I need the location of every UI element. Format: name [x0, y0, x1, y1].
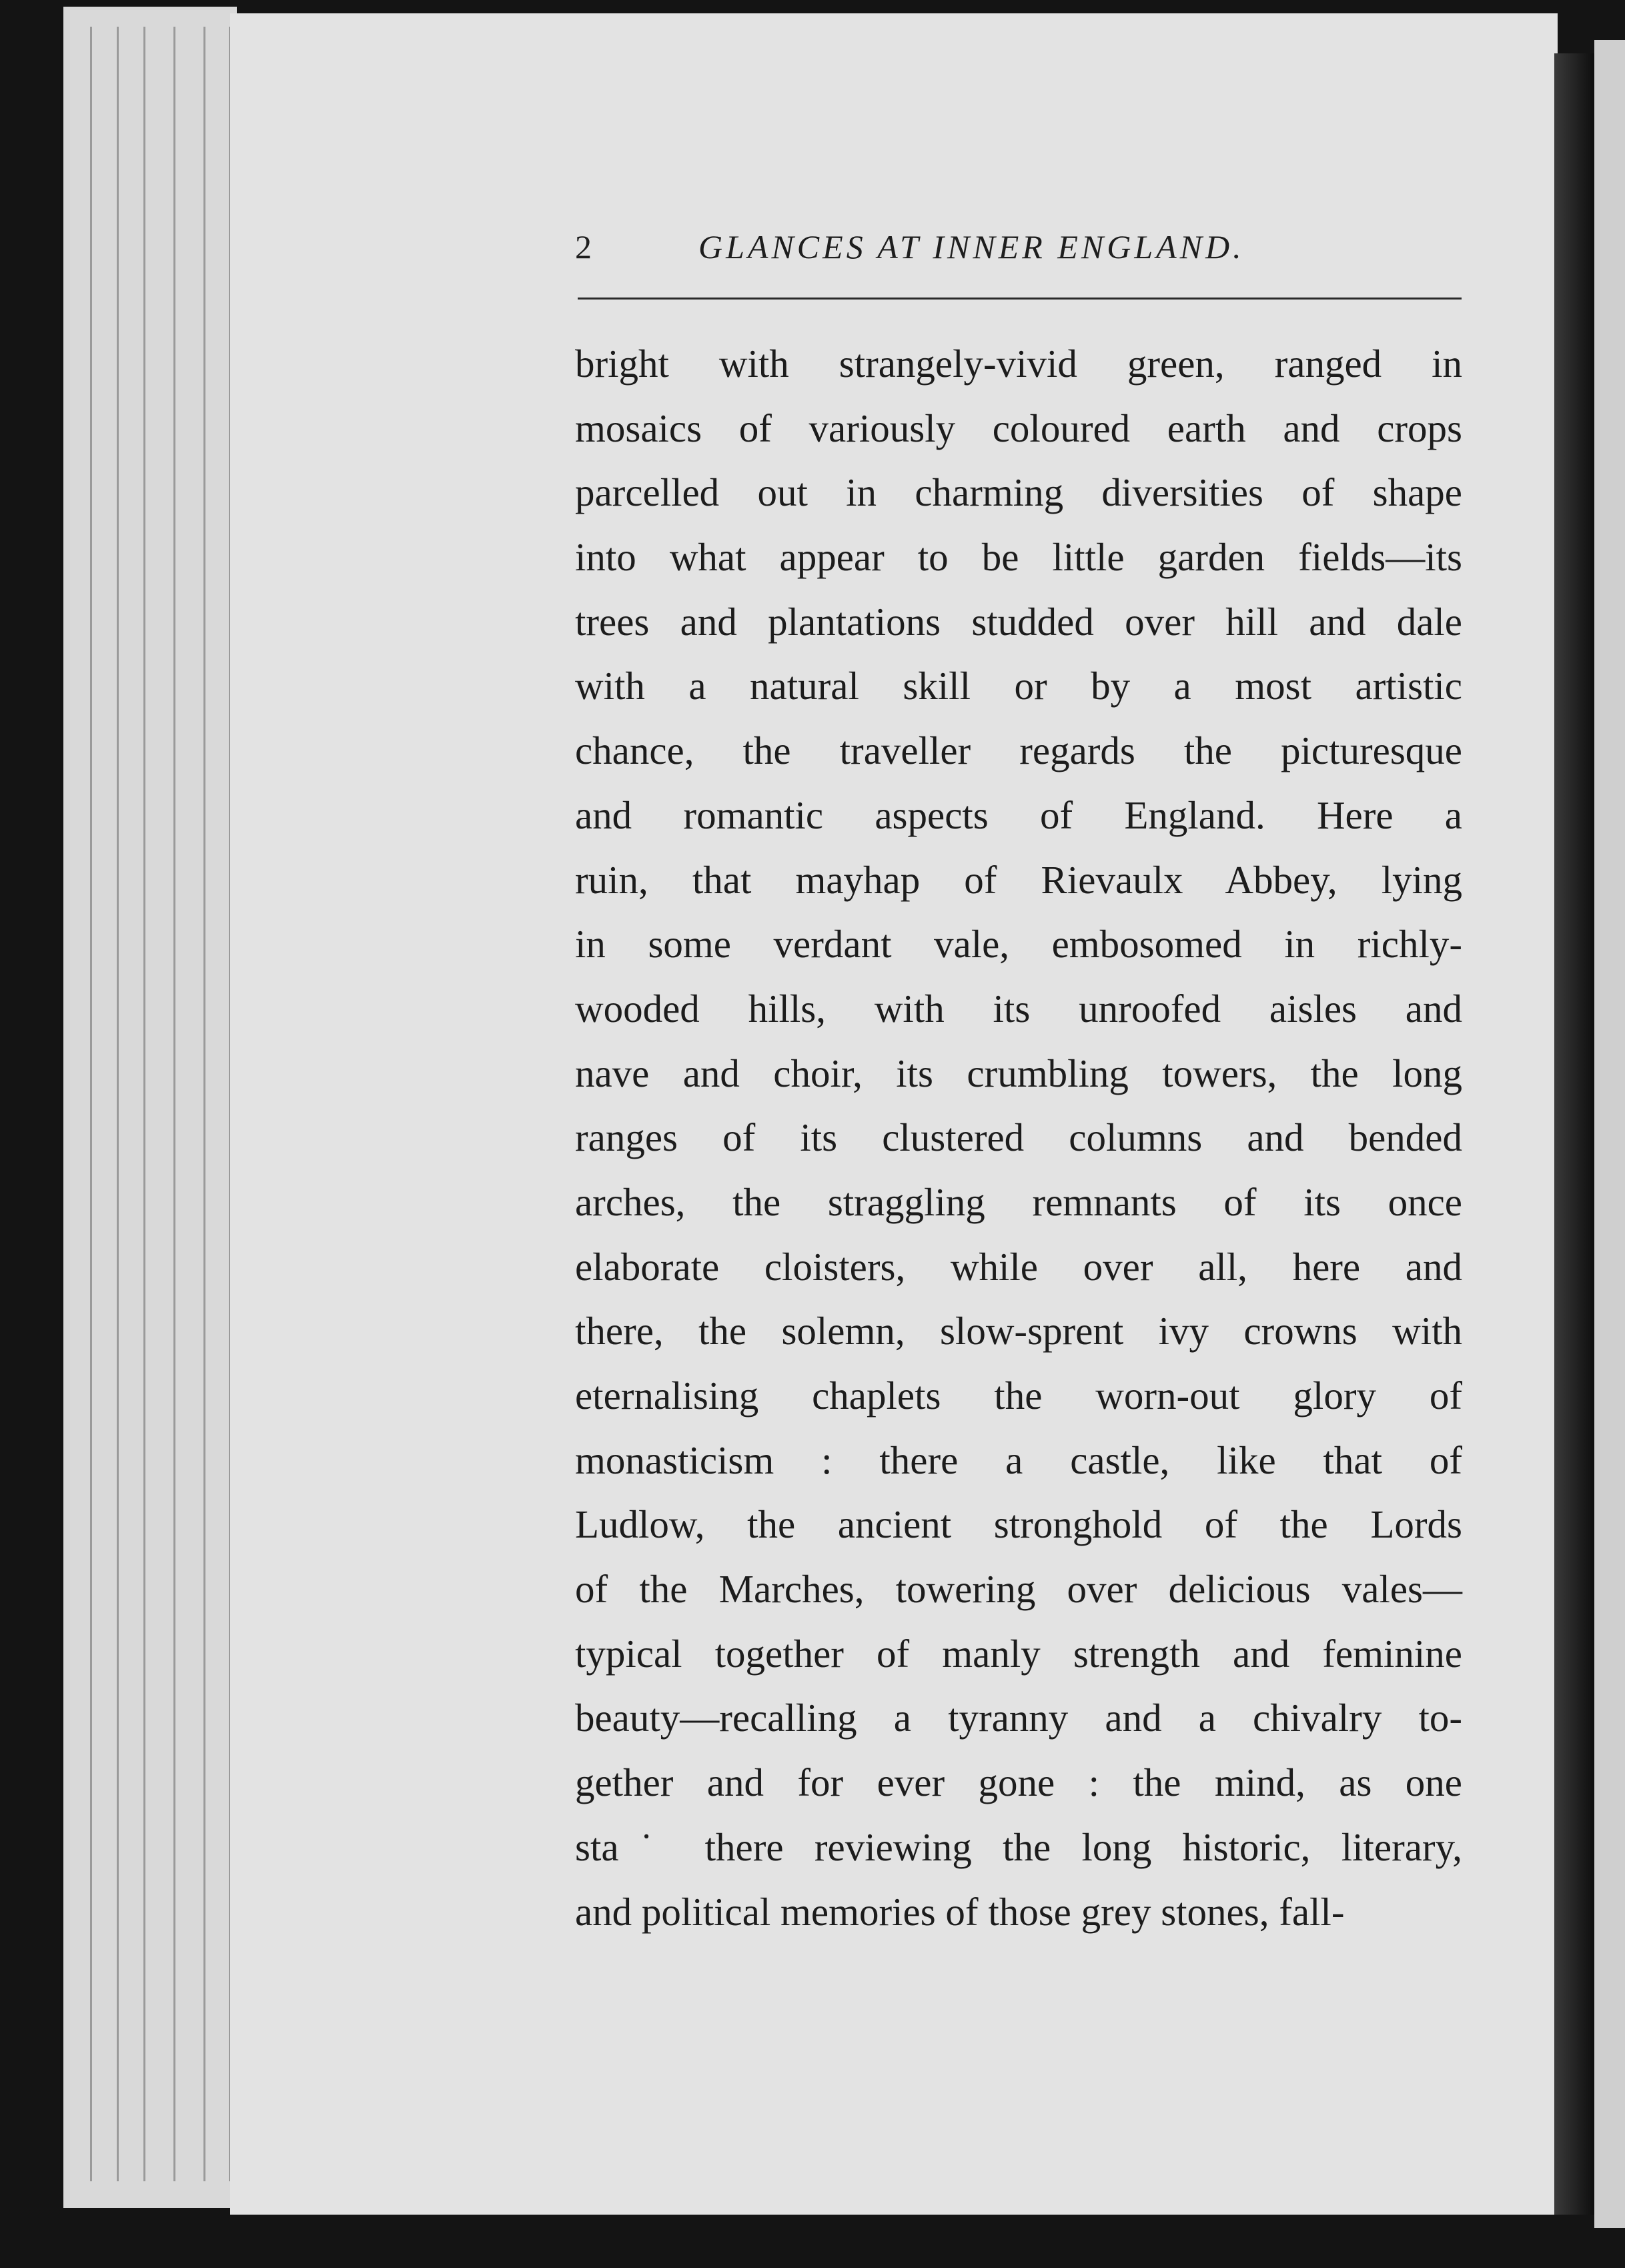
text-line: sta˙ there reviewing the long historic, literary,	[575, 1824, 1462, 1869]
text-line: chance, the traveller regards the picturesque	[575, 728, 1462, 773]
page-edge-line	[173, 27, 175, 2181]
text-line: with a natural skill or by a most artistic	[575, 664, 1462, 708]
body-text	[575, 332, 1462, 1944]
text-line: bright with strangely-vivid green, ranged in	[575, 342, 1462, 386]
stacked-page-edges	[63, 7, 237, 2208]
facing-page-edge	[1594, 40, 1625, 2228]
text-line: parcelled out in charming diversities of shape	[575, 470, 1462, 515]
text-line: monasticism : there a castle, like that of	[575, 1438, 1462, 1482]
page-edge-line	[117, 27, 119, 2181]
page-edge-line	[143, 27, 145, 2181]
page-header	[575, 223, 1462, 270]
text-line: wooded hills, with its unroofed aisles and	[575, 986, 1462, 1031]
text-line: elaborate cloisters, while over all, here and	[575, 1244, 1462, 1289]
text-line: and political memories of those grey stones, fall-	[575, 1889, 1345, 1934]
text-line: ruin, that mayhap of Rievaulx Abbey, lying	[575, 857, 1462, 902]
text-line: and romantic aspects of England. Here a	[575, 792, 1462, 837]
text-line: eternalising chaplets the worn-out glory of	[575, 1373, 1462, 1418]
text-line: nave and choir, its crumbling towers, the long	[575, 1051, 1462, 1095]
page-edge-line	[203, 27, 205, 2181]
text-line: arches, the straggling remnants of its once	[575, 1179, 1462, 1224]
running-head: GLANCES AT INNER ENGLAND.	[698, 228, 1245, 265]
text-line: trees and plantations studded over hill and dale	[575, 599, 1462, 644]
text-line: ranges of its clustered columns and bended	[575, 1115, 1462, 1160]
text-line: Ludlow, the ancient stronghold of the Lords	[575, 1502, 1462, 1547]
text-line: there, the solemn, slow-sprent ivy crowns with	[575, 1309, 1462, 1353]
text-line: beauty—recalling a tyranny and a chivalry to-	[575, 1696, 1462, 1740]
binding-gutter	[1554, 53, 1594, 2215]
text-line: into what appear to be little garden fields—its	[575, 535, 1462, 580]
header-rule	[578, 298, 1462, 300]
text-line: of the Marches, towering over delicious vales—	[575, 1567, 1462, 1612]
text-line: in some verdant vale, embosomed in richly-	[575, 922, 1462, 967]
text-line: typical together of manly strength and feminine	[575, 1631, 1462, 1676]
page-edge-line	[90, 27, 92, 2181]
page-number: 2	[575, 228, 592, 265]
text-line: mosaics of variously coloured earth and crops	[575, 406, 1462, 450]
text-line: gether and for ever gone : the mind, as one	[575, 1760, 1462, 1805]
